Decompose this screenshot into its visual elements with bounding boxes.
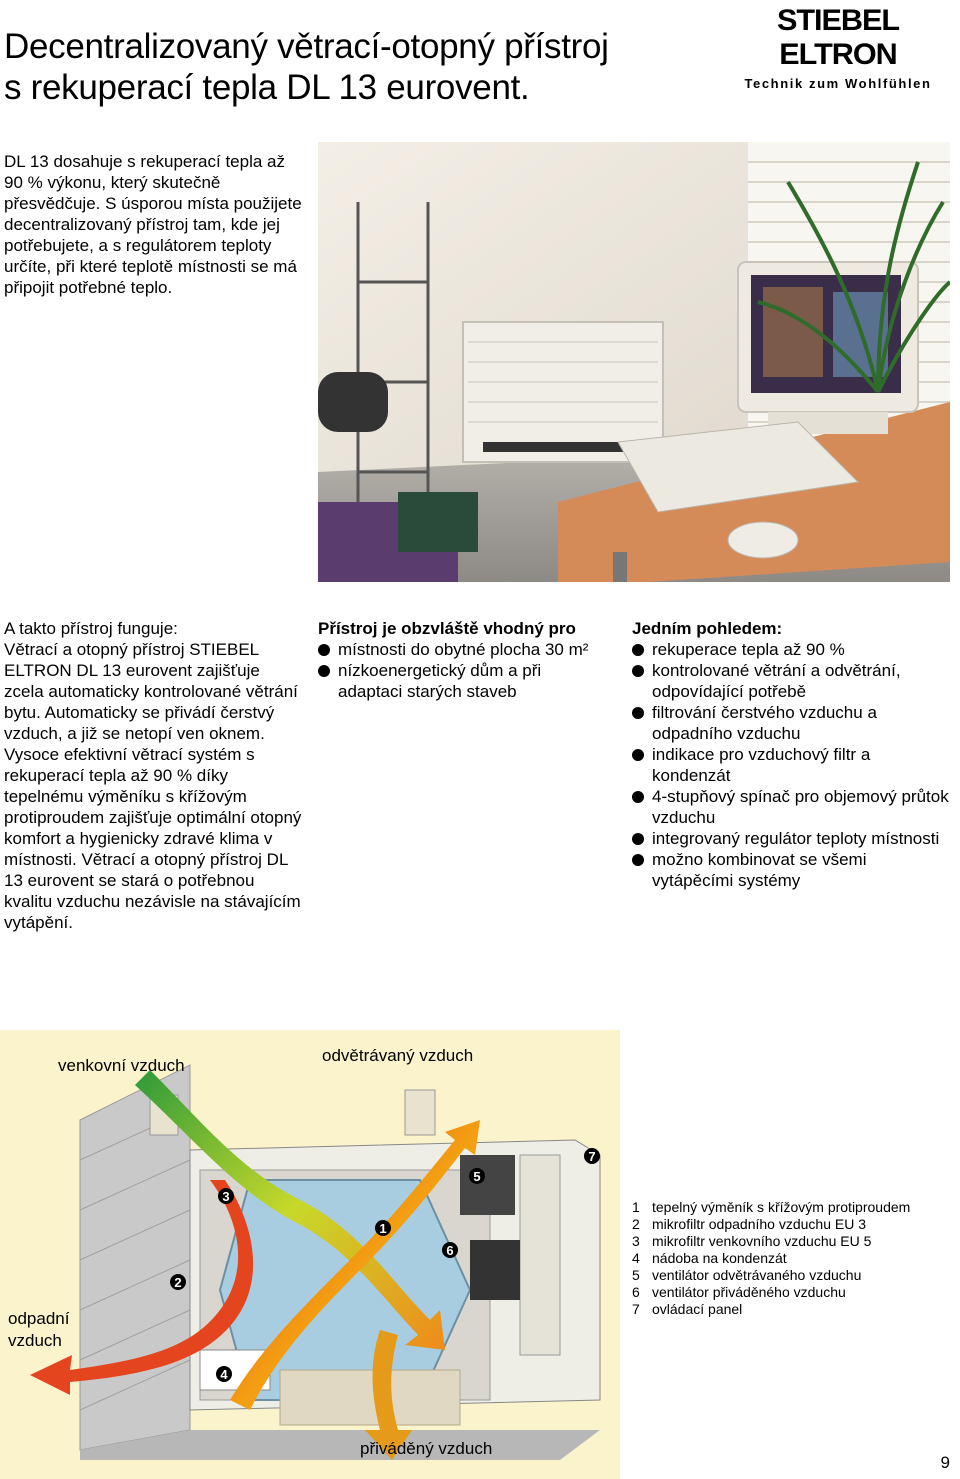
legend-item: 3 mikrofiltr venkovního vzduchu EU 5: [632, 1233, 872, 1249]
how-it-works-section: [4, 618, 304, 933]
legend-item: 5 ventilátor odvětrávaného vzduchu: [632, 1267, 862, 1283]
monitor: [738, 262, 918, 434]
feature-item: filtrování čerstvého vzduchu a odpadního vzduchu: [632, 702, 952, 744]
label-exhaust-air: odvětrávaný vzduch: [322, 1046, 474, 1065]
label-waste-air: [8, 1308, 69, 1352]
feature-item: integrovaný regulátor teploty místnosti: [632, 828, 952, 849]
marker-4: 4: [220, 1367, 228, 1382]
brand-logo: [720, 4, 956, 91]
legend-item: 6 ventilátor přiváděného vzduchu: [632, 1284, 846, 1300]
duct-right: [405, 1090, 435, 1135]
at-a-glance-heading: Jedním pohledem:: [632, 619, 783, 638]
legend-item: 4 nádoba na kondenzát: [632, 1250, 787, 1266]
shelf-item: [318, 372, 388, 432]
marker-6: 6: [446, 1243, 454, 1258]
legend-item: 2 mikrofiltr odpadního vzduchu EU 3: [632, 1216, 866, 1232]
page-title: [4, 26, 704, 108]
label-waste-air-line2: vzduch: [8, 1331, 62, 1350]
at-a-glance-section: [632, 618, 952, 891]
exhaust-fan: [460, 1155, 515, 1215]
marker-5: 5: [473, 1169, 481, 1184]
suitable-item: nízkoenergetický dům a při adaptaci starých staveb: [318, 660, 608, 702]
suitable-for-section: [318, 618, 608, 702]
label-outdoor-air: venkovní vzduch: [58, 1056, 185, 1075]
how-it-works-text: Větrací a otopný přístroj STIEBEL ELTRON DL 13 eurovent zajišťuje zcela automaticky kontrolované větrání bytu. Automaticky se přivádí čerstvý vzduch, a již se netopí ven oknem. Vysoce efektivní větrací systém s rekuperací tepla až 90 % díky tepelnému výměníku s křížovým protiproudem zajišťuje optimální otopný komfort a hygienicky zdravé klima v místnosti. Větrací a otopný přístroj DL 13 eurovent se stará o potřebnou kvalitu vzduchu nezávisle na stávajícím vytápění.: [4, 640, 302, 932]
marker-2: 2: [174, 1275, 182, 1290]
intro-paragraph: DL 13 dosahuje s rekuperací tepla až 90 % výkonu, který skutečně přesvědčuje. S úsporou místa použijete decentralizovaný přístroj tam, kde jej potřebujete, a s regulátorem teploty určíte, při které teplotě místnosti se má připojit potřebné teplo.: [4, 152, 302, 297]
diagram-legend: [632, 1199, 932, 1318]
label-waste-air-line1: odpadní: [8, 1309, 70, 1328]
brand-tagline: Technik zum Wohlfühlen: [744, 76, 932, 91]
brand-name: STIEBEL ELTRON: [776, 4, 900, 71]
supply-fan: [470, 1240, 520, 1300]
title-line-1: Decentralizovaný větrací-otopný přístroj: [4, 27, 609, 66]
title-line-2: s rekuperací tepla DL 13 eurovent.: [4, 68, 530, 107]
feature-item: indikace pro vzduchový filtr a kondenzát: [632, 744, 952, 786]
feature-item: možno kombinovat se všemi vytápěcími systémy: [632, 849, 952, 891]
feature-item: 4-stupňový spínač pro objemový průtok vzduchu: [632, 786, 952, 828]
control-panel: [520, 1155, 560, 1355]
mouse: [728, 522, 798, 558]
room-photo: [318, 142, 950, 582]
label-supply-air: přiváděný vzduch: [360, 1439, 493, 1458]
base-insulation: [280, 1370, 460, 1425]
feature-item: kontrolované větrání a odvětrání, odpovídající potřebě: [632, 660, 952, 702]
page-number: 9: [940, 1453, 950, 1472]
legend-item: 1 tepelný výměník s křížovým protiproudem: [632, 1199, 911, 1215]
feature-item: rekuperace tepla až 90 %: [632, 639, 952, 660]
marker-3: 3: [222, 1189, 230, 1204]
marker-7: 7: [588, 1149, 596, 1164]
marker-1: 1: [379, 1221, 387, 1236]
legend-item: 7 ovládací panel: [632, 1301, 743, 1317]
suitable-item: místnosti do obytné plocha 30 m²: [318, 639, 608, 660]
suitable-for-heading: Přístroj je obzvláště vhodný pro: [318, 619, 576, 638]
how-it-works-heading: A takto přístroj funguje:: [4, 619, 178, 638]
